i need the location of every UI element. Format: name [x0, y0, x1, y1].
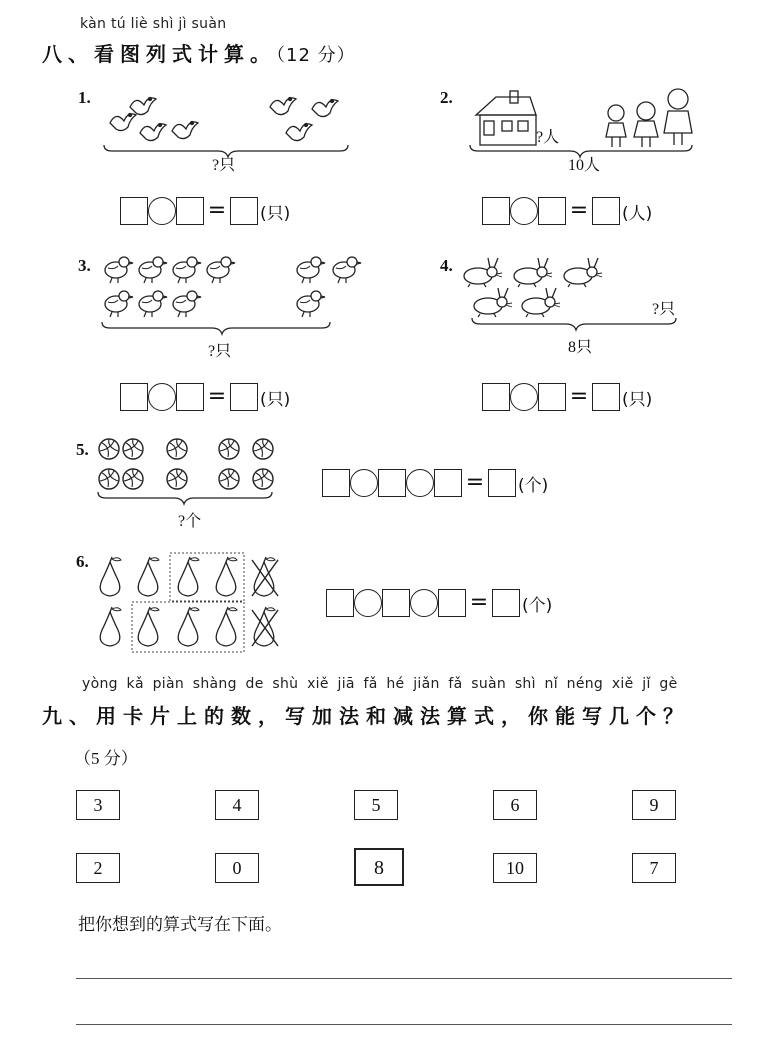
pear-icon [138, 607, 159, 646]
bird-icon [140, 124, 166, 141]
problem-1-label: ?只 [212, 157, 236, 174]
answer-box[interactable] [538, 383, 566, 411]
ball-icon [167, 439, 187, 459]
unit-label: (个) [518, 475, 549, 496]
brace [98, 492, 272, 504]
number-card: 8 [354, 848, 404, 886]
problem-1-equation [120, 196, 290, 226]
rabbit-icon [564, 258, 602, 287]
chick-icon [297, 257, 325, 283]
equals-sign: = [207, 384, 227, 409]
rabbit-icon [522, 288, 560, 317]
number-card: 2 [76, 853, 120, 883]
bird-icon [172, 122, 198, 139]
girl-icon [606, 105, 626, 147]
answer-box[interactable] [326, 589, 354, 617]
answer-box[interactable] [120, 197, 148, 225]
pear-icon [138, 557, 159, 596]
operator-circle[interactable] [148, 197, 176, 225]
answer-box[interactable] [592, 383, 620, 411]
answer-box[interactable] [482, 383, 510, 411]
operator-circle[interactable] [510, 383, 538, 411]
number-card: 7 [632, 853, 676, 883]
problem-4-equation [482, 382, 652, 412]
problem-5-number: 5. [76, 440, 89, 459]
chick-icon [173, 257, 201, 283]
section8-number: 八、 [42, 42, 94, 66]
answer-box[interactable] [378, 469, 406, 497]
operator-circle[interactable] [354, 589, 382, 617]
problem-3-equation [120, 382, 290, 412]
answer-line[interactable] [76, 1024, 732, 1025]
bird-icon [130, 98, 156, 115]
ball-icon [123, 439, 143, 459]
section9-number: 九、 [42, 704, 96, 728]
answer-box[interactable] [592, 197, 620, 225]
problem-4-number: 4. [440, 256, 453, 275]
chick-icon [139, 257, 167, 283]
operator-circle[interactable] [148, 383, 176, 411]
bird-icon [110, 114, 136, 131]
chick-icon [139, 291, 167, 317]
brace [102, 322, 330, 334]
section9-score: （5 分） [74, 749, 138, 768]
answer-box[interactable] [492, 589, 520, 617]
operator-circle[interactable] [350, 469, 378, 497]
section9-instruction: 把你想到的算式写在下面。 [78, 915, 282, 935]
answer-box[interactable] [120, 383, 148, 411]
unit-label: (个) [522, 595, 553, 616]
equals-sign: = [469, 590, 489, 615]
problem-2-number: 2. [440, 88, 453, 107]
answer-box[interactable] [434, 469, 462, 497]
problem-2-equation [482, 196, 652, 226]
answer-box[interactable] [488, 469, 516, 497]
answer-box[interactable] [176, 197, 204, 225]
section8-score: （12 分） [276, 45, 356, 66]
equals-sign: = [465, 470, 485, 495]
answer-box[interactable] [176, 383, 204, 411]
rabbit-icon [514, 258, 552, 287]
equals-sign: = [569, 384, 589, 409]
problem-4-rabbits-illustration [462, 252, 702, 336]
pear-icon [100, 607, 121, 646]
problem-6-number: 6. [76, 552, 89, 571]
operator-circle[interactable] [406, 469, 434, 497]
number-card: 5 [354, 790, 398, 820]
brace [472, 318, 676, 330]
equals-sign: = [207, 198, 227, 223]
chick-icon [207, 257, 235, 283]
ball-icon [99, 469, 119, 489]
unit-label: (人) [622, 203, 653, 224]
equals-sign: = [569, 198, 589, 223]
problem-4-part-label: ?只 [652, 301, 676, 318]
section8-title-text: 看图列式计算。 [94, 42, 276, 66]
unit-label: (只) [260, 203, 291, 224]
section9-title [42, 700, 690, 729]
section8-title [42, 38, 356, 67]
chick-icon [297, 291, 325, 317]
pear-icon [216, 557, 237, 596]
answer-box[interactable] [322, 469, 350, 497]
operator-circle[interactable] [410, 589, 438, 617]
problem-4-total-label: 8只 [568, 339, 593, 356]
answer-box[interactable] [230, 383, 258, 411]
ball-icon [123, 469, 143, 489]
problem-3-chicks-illustration [100, 252, 370, 342]
section9-title-text: 用卡片上的数，写加法和减法算式，你能写几个？ [96, 704, 690, 728]
answer-box[interactable] [438, 589, 466, 617]
answer-box[interactable] [482, 197, 510, 225]
problem-3-number: 3. [78, 256, 91, 275]
number-card: 4 [215, 790, 259, 820]
number-card: 10 [493, 853, 537, 883]
problem-2-total-label: 10人 [568, 157, 601, 174]
chick-icon [105, 257, 133, 283]
number-card: 3 [76, 790, 120, 820]
house-icon [476, 91, 536, 145]
section8-pinyin: kàn tú liè shì jì suàn [80, 16, 227, 32]
unit-label: (只) [622, 389, 653, 410]
chick-icon [173, 291, 201, 317]
problem-5-equation [322, 468, 548, 498]
problem-6-pears-illustration [92, 550, 292, 656]
problem-2-part-label: ?人 [536, 129, 560, 146]
pear-icon [178, 557, 199, 596]
operator-circle[interactable] [510, 197, 538, 225]
answer-box[interactable] [230, 197, 258, 225]
bird-icon [312, 100, 338, 117]
problem-3-label: ?只 [208, 343, 232, 360]
ball-icon [219, 469, 239, 489]
pear-icon [178, 607, 199, 646]
bird-icon [286, 124, 312, 141]
number-card: 0 [215, 853, 259, 883]
rabbit-icon [474, 288, 512, 317]
pear-icon [216, 607, 237, 646]
problem-6-equation [326, 588, 552, 618]
ball-icon [253, 439, 273, 459]
ball-icon [99, 439, 119, 459]
girl-icon [664, 89, 692, 145]
chick-icon [333, 257, 361, 283]
pear-icon [100, 557, 121, 596]
section9-pinyin: yòng kǎ piàn shàng de shù xiě jiā fǎ hé jiǎn fǎ suàn shì nǐ néng xiě jǐ gè [82, 676, 678, 692]
number-card: 6 [493, 790, 537, 820]
girl-icon [634, 102, 658, 147]
ball-icon [219, 439, 239, 459]
problem-5-balls-illustration [96, 436, 286, 516]
chick-icon [105, 291, 133, 317]
ball-icon [167, 469, 187, 489]
problem-1-number: 1. [78, 88, 91, 107]
number-card: 9 [632, 790, 676, 820]
unit-label: (只) [260, 389, 291, 410]
answer-box[interactable] [382, 589, 410, 617]
rabbit-icon [464, 258, 502, 287]
bird-icon [270, 98, 296, 115]
ball-icon [253, 469, 273, 489]
answer-box[interactable] [538, 197, 566, 225]
answer-line[interactable] [76, 978, 732, 979]
problem-5-label: ?个 [178, 513, 202, 530]
